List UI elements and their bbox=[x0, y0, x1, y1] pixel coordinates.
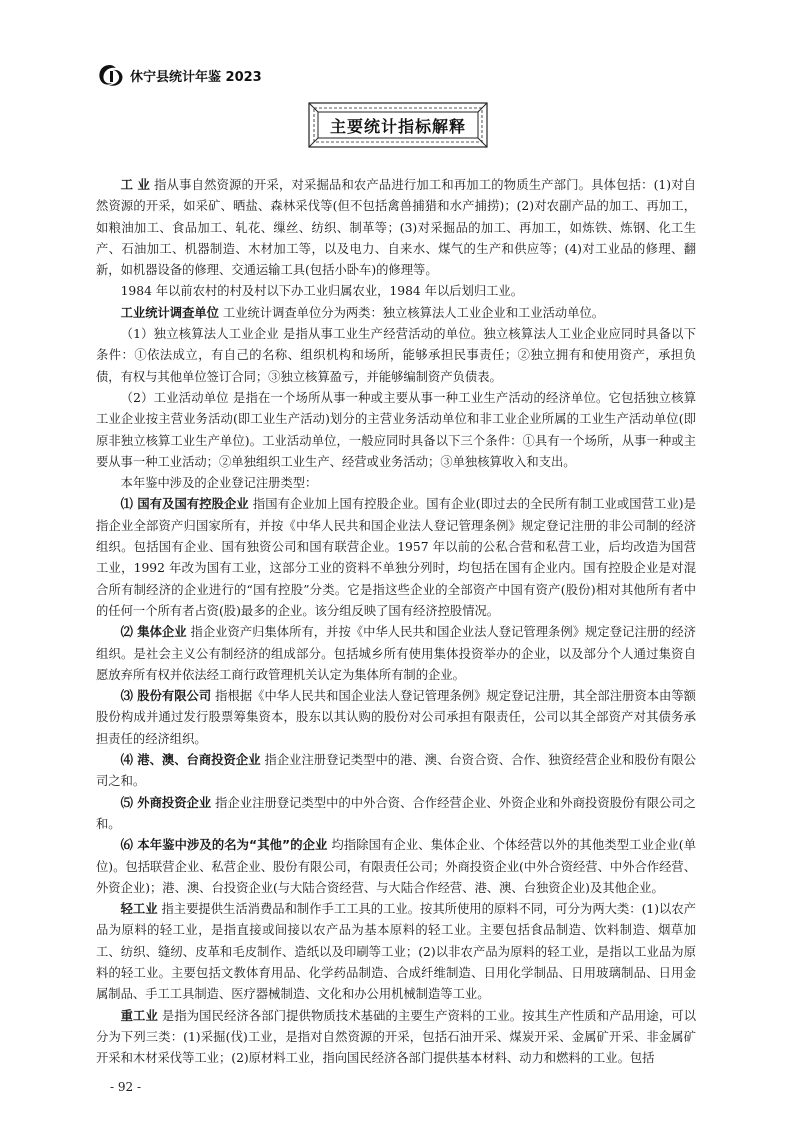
paragraph-text: 指国有企业加上国有控股企业。国有企业(即过去的全民所有制工业或国营工业)是指企业全部资产归国家所有，并按《中华人民共和国企业法人登记管理条例》规定登记注册的非公司制的经济组织。包括国有企业、国有独资公司和国有联营企业。1957 年以前的公私合营和私营工业，后均改造为国营工业，1992 年改为国有工业，这部分工业的资料不单独分列时，均包括在国有企业内。国有控股企业是对混合所有制经济的企业进行的“国有控股”分类。它是指这些企业的全部资产中国有资产(股份)相对其他所有者中的任何一个所有者占资(股)最多的企业。该分组反映了国有经济控股情况。 bbox=[96, 497, 696, 618]
paragraph-term: ⑹ 本年鉴中涉及的名为“其他”的企业 bbox=[120, 838, 328, 853]
paragraph-text: 本年鉴中涉及的企业登记注册类型： bbox=[120, 476, 318, 491]
paragraph-text: 指企业注册登记类型中的港、澳、台资合资、合作、独资经营企业和股份有限公司之和。 bbox=[96, 753, 696, 789]
paragraph bbox=[96, 494, 696, 622]
paragraph bbox=[96, 1006, 696, 1070]
paragraph bbox=[96, 388, 696, 473]
paragraph bbox=[96, 793, 696, 836]
paragraph bbox=[96, 473, 696, 494]
paragraph-text: （2）工业活动单位 是指在一个场所从事一种或主要从事一种工业生产活动的经济单位。它包括独立核算工业企业按主营业务活动(即工业生产活动)划分的主营业务活动单位和非工业企业所属的工业生产活动单位(即原非独立核算工业生产单位)。工业活动单位，一般应同时具备以下三个条件：①具有一个场所，从事一种或主要从事一种工业活动；②单独组织工业生产、经营或业务活动；③单独核算收入和支出。 bbox=[96, 390, 696, 469]
paragraph bbox=[96, 324, 696, 388]
paragraph-term: 工业统计调查单位 bbox=[120, 305, 219, 320]
paragraph bbox=[96, 175, 696, 281]
paragraph-text: 指主要提供生活消费品和制作手工工具的工业。按其所使用的原料不同，可分为两大类：(1)以农产品为原料的轻工业，是指直接或间接以农产品为基本原料的轻工业。主要包括食品制造、饮料制造、烟草加工、纺织、缝纫、皮革和毛皮制作、造纸以及印刷等工业；(2)以非农产品为原料的轻工业，是指以工业品为原料的轻工业。主要包括文教体育用品、化学药品制造、合成纤维制造、日用化学制品、日用玻璃制品、日用金属制品、手工工具制造、医疗器械制造、文化和办公用机械制造等工业。 bbox=[96, 902, 696, 1002]
paragraph bbox=[96, 281, 696, 302]
paragraph bbox=[96, 303, 696, 324]
paragraph-term: 工 业 bbox=[120, 178, 151, 192]
paragraph-term: 轻工业 bbox=[120, 902, 158, 917]
paragraph-text: 均指除国有企业、集体企业、个体经营以外的其他类型工业企业(单位)。包括联营企业、私营企业、股份有限公司，有限责任公司；外商投资企业(中外合资经营、中外合作经营、外资企业)；港、澳、台投资企业(与大陆合资经营、与大陆合作经营、港、澳、台独资企业)及其他企业。 bbox=[96, 838, 696, 895]
paragraph bbox=[96, 750, 696, 793]
paragraph bbox=[96, 899, 696, 1005]
paragraph-term: ⑶ 股份有限公司 bbox=[120, 689, 212, 704]
paragraph-text: 指企业资产归集体所有，并按《中华人民共和国企业法人登记管理条例》规定登记注册的经济组织。是社会主义公有制经济的组成部分。包括城乡所有使用集体投资举办的企业，以及部分个人通过集资自愿放弃所有权并依法经工商行政管理机关认定为集体所有制的企业。 bbox=[96, 625, 696, 682]
paragraph-term: ⑵ 集体企业 bbox=[120, 625, 187, 640]
yearbook-logo-icon bbox=[96, 61, 126, 89]
paragraph-text: 工业统计调查单位分为两类：独立核算法人工业企业和工业活动单位。 bbox=[218, 305, 605, 320]
paragraph bbox=[96, 622, 696, 686]
paragraph-term: 重工业 bbox=[120, 1008, 158, 1023]
paragraph-text: 指从事自然资源的开采，对采掘品和农产品进行加工和再加工的物质生产部门。具体包括：(1)对自然资源的开采，如采矿、晒盐、森林采伐等(但不包括禽兽捕猎和水产捕捞)；(2)对农副产品的加工、再加工，如粮油加工、食品加工、轧花、缫丝、纺织、制革等；(3)对采掘品的加工、再加工，如炼铁、炼钢、化工生产、石油加工、机器制造、木材加工等，以及电力、自来水、煤气的生产和供应等；(4)对工业品的修理、翻新，如机器设备的修理、交通运输工具(包括小卧车)的修理等。 bbox=[96, 178, 696, 278]
paragraph-text: 指根据《中华人民共和国企业法人登记管理条例》规定登记注册，其全部注册资本由等额股份构成并通过发行股票筹集资本，股东以其认购的股份对公司承担有限责任，公司以其全部资产对其债务承担责任的经济组织。 bbox=[96, 689, 696, 746]
paragraph-term: ⑴ 国有及国有控股企业 bbox=[120, 497, 249, 512]
paragraph bbox=[96, 686, 696, 750]
paragraph bbox=[96, 835, 696, 899]
paragraph-text: 是指为国民经济各部门提供物质技术基础的主要生产资料的工业。按其生产性质和产品用途，可以分为下列三类：(1)采掘(伐)工业，是指对自然资源的开采，包括石油开采、煤炭开采、金属矿开采、非金属矿开采和木材采伐等工业；(2)原材料工业，指向国民经济各部门提供基本材料、动力和燃料的工业。包括 bbox=[96, 1008, 696, 1066]
section-title: 主要统计指标解释 bbox=[329, 116, 466, 136]
page-number: - 92 - bbox=[110, 1080, 142, 1094]
header-title: 休宁县统计年鉴 2023 bbox=[130, 69, 262, 85]
paragraph-text: 指企业注册登记类型中的中外合资、合作经营企业、外资企业和外商投资股份有限公司之和。 bbox=[96, 795, 696, 831]
section-title-frame bbox=[308, 102, 488, 148]
paragraph-text: （1）独立核算法人工业企业 是指从事工业生产经营活动的单位。独立核算法人工业企业应同时具备以下条件：①依法成立，有自己的名称、组织机构和场所，能够承担民事责任；②独立拥有和使用资产，承担负债，有权与其他单位签订合同；③独立核算盈亏，并能够编制资产负债表。 bbox=[96, 327, 696, 384]
page-header bbox=[96, 60, 262, 90]
paragraph-text: 1984 年以前农村的村及村以下办工业归属农业，1984 年以后划归工业。 bbox=[120, 284, 524, 299]
document-body bbox=[96, 175, 696, 1069]
paragraph-term: ⑸ 外商投资企业 bbox=[120, 795, 212, 810]
paragraph-term: ⑷ 港、澳、台商投资企业 bbox=[120, 753, 261, 768]
